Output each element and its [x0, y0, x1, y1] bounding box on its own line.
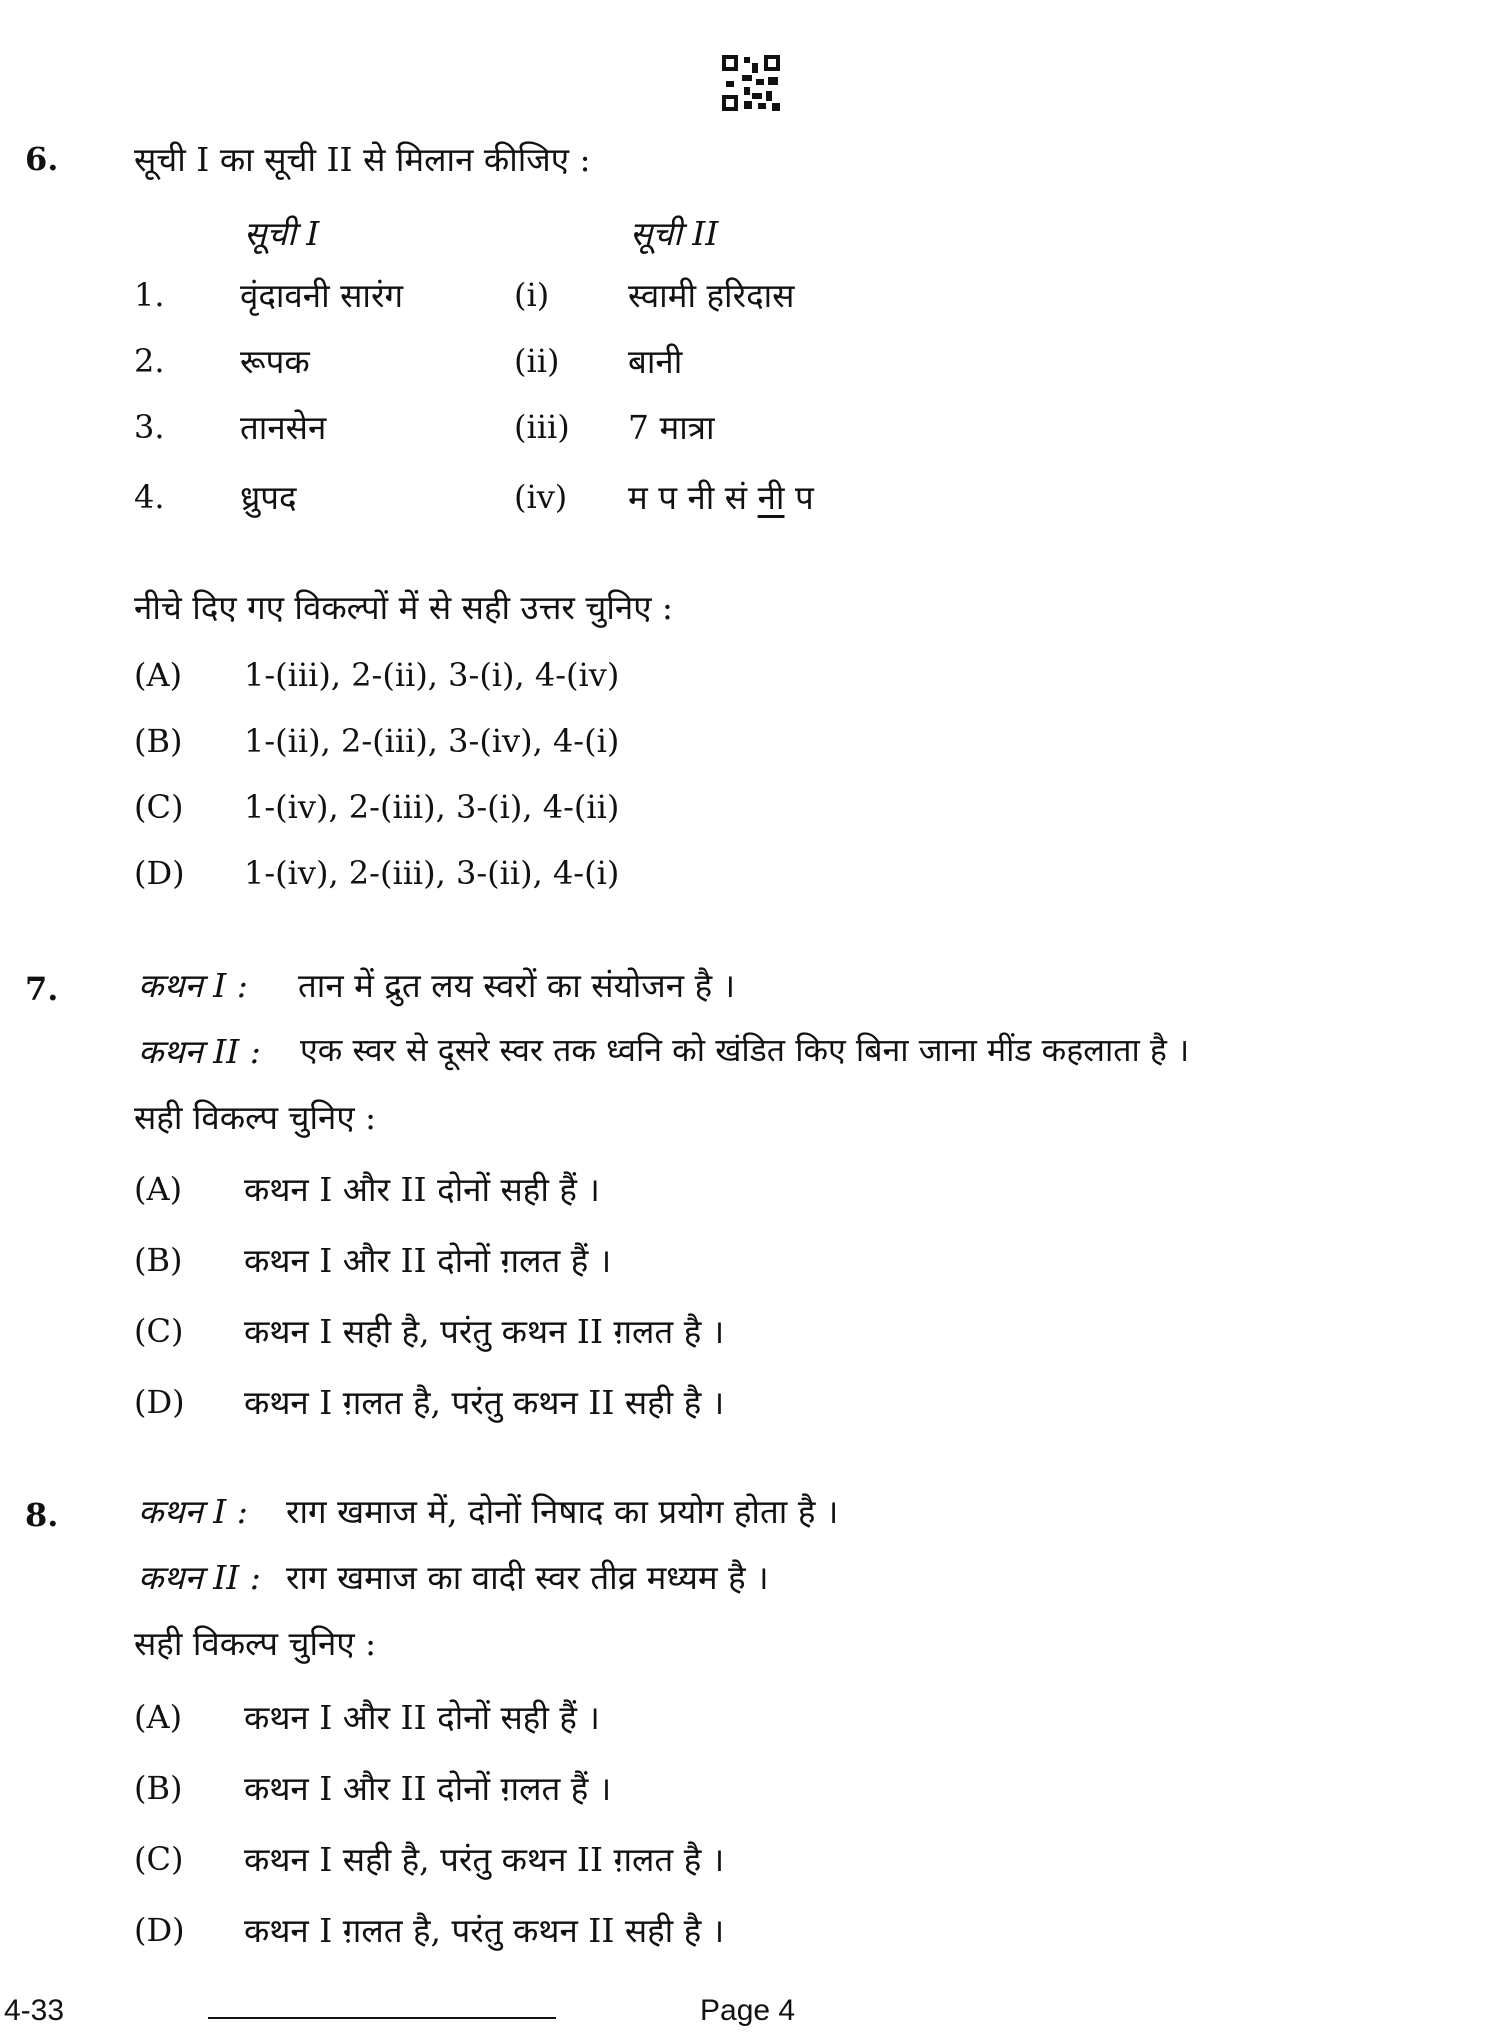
statement-label: कथन II : — [138, 1032, 261, 1071]
swar-notation: म प नी सं — [628, 478, 758, 517]
option-label: (D) — [134, 1911, 185, 1949]
page-number: Page 4 — [700, 1994, 796, 2027]
option-text: कथन I ग़लत है, परंतु कथन II सही है । — [244, 1911, 725, 1950]
footer-divider — [208, 2017, 556, 2019]
swar-notation-end: प — [784, 478, 814, 517]
paper-code: 4-33 — [4, 1994, 65, 2027]
row-number: 1. — [134, 276, 165, 314]
option-text: 1-(ii), 2-(iii), 3-(iv), 4-(i) — [244, 722, 620, 760]
roman-numeral: (iii) — [514, 408, 570, 446]
instruction: सही विकल्प चुनिए : — [134, 1098, 377, 1137]
question-prompt: सूची I का सूची II से मिलान कीजिए : — [134, 140, 591, 179]
row-number: 2. — [134, 342, 165, 380]
option-label: (A) — [134, 1170, 183, 1208]
option-label: (A) — [134, 656, 183, 694]
option-label: (D) — [134, 854, 185, 892]
option-text: कथन I सही है, परंतु कथन II ग़लत है । — [244, 1312, 725, 1351]
statement-text: तान में द्रुत लय स्वरों का संयोजन है । — [298, 966, 736, 1005]
roman-numeral: (i) — [514, 276, 550, 314]
option-text: कथन I और II दोनों ग़लत हैं । — [244, 1769, 612, 1808]
option-label: (C) — [134, 1312, 184, 1350]
komal-swar: नी — [757, 478, 785, 517]
statement-text: एक स्वर से दूसरे स्वर तक ध्वनि को खंडित किए बिना जाना मींड कहलाता है । — [300, 1031, 1190, 1069]
statement-label: कथन I : — [138, 1492, 248, 1531]
option-text: कथन I सही है, परंतु कथन II ग़लत है । — [244, 1840, 725, 1879]
instruction: नीचे दिए गए विकल्पों में से सही उत्तर चुनिए : — [134, 588, 674, 627]
list1-header: सूची I — [244, 214, 320, 253]
statement-label: कथन I : — [138, 966, 248, 1005]
row-number: 3. — [134, 408, 165, 446]
option-label: (B) — [134, 1241, 183, 1279]
list2-item: 7 मात्रा — [628, 408, 715, 447]
option-label: (B) — [134, 1769, 183, 1807]
list1-item: तानसेन — [240, 408, 327, 447]
list2-header: सूची II — [630, 214, 719, 253]
question-number: 8. — [25, 1496, 59, 1534]
list1-item: रूपक — [240, 342, 310, 381]
option-text: कथन I ग़लत है, परंतु कथन II सही है । — [244, 1383, 725, 1422]
list2-item: बानी — [628, 342, 683, 381]
option-label: (A) — [134, 1698, 183, 1736]
list1-item: वृंदावनी सारंग — [240, 276, 404, 315]
list2-item — [628, 474, 814, 519]
roman-numeral: (iv) — [514, 478, 568, 516]
question-number: 7. — [25, 970, 59, 1008]
list1-item: ध्रुपद — [240, 478, 297, 517]
option-text: 1-(iv), 2-(iii), 3-(ii), 4-(i) — [244, 854, 620, 892]
option-text: कथन I और II दोनों सही हैं । — [244, 1698, 600, 1737]
option-label: (B) — [134, 722, 183, 760]
option-label: (C) — [134, 1840, 184, 1878]
question-number: 6. — [25, 140, 59, 178]
statement-label: कथन II : — [138, 1558, 261, 1597]
row-number: 4. — [134, 478, 165, 516]
option-text: कथन I और II दोनों ग़लत हैं । — [244, 1241, 612, 1280]
option-label: (C) — [134, 788, 184, 826]
qr-code — [722, 55, 780, 111]
option-text: 1-(iii), 2-(ii), 3-(i), 4-(iv) — [244, 656, 620, 694]
instruction: सही विकल्प चुनिए : — [134, 1624, 377, 1663]
option-text: कथन I और II दोनों सही हैं । — [244, 1170, 600, 1209]
list2-item: स्वामी हरिदास — [628, 276, 795, 315]
roman-numeral: (ii) — [514, 342, 560, 380]
option-text: 1-(iv), 2-(iii), 3-(i), 4-(ii) — [244, 788, 620, 826]
statement-text: राग खमाज का वादी स्वर तीव्र मध्यम है । — [286, 1558, 769, 1597]
option-label: (D) — [134, 1383, 185, 1421]
statement-text: राग खमाज में, दोनों निषाद का प्रयोग होता है । — [286, 1492, 839, 1531]
